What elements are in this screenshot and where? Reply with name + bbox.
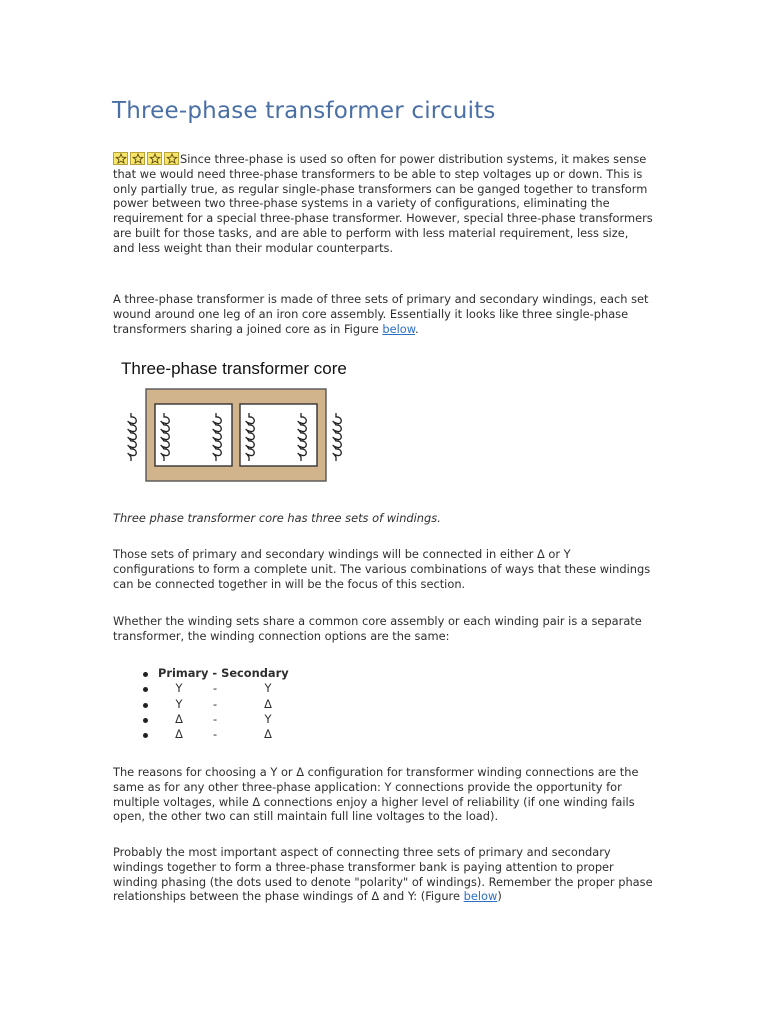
- secondary-connection: Y: [264, 681, 272, 696]
- transformer-core-figure: [118, 385, 358, 489]
- connection-separator: -: [212, 727, 218, 742]
- rating-star-icon[interactable]: [147, 152, 162, 165]
- connection-separator: -: [212, 711, 218, 726]
- windings-paragraph: Those sets of primary and secondary windings will be connected in either Δ or Y configurations to form a complete unit. The various combinations of ways that these windings can be connected together in will be the focus of this section.: [113, 547, 651, 591]
- primary-connection: Δ: [175, 727, 183, 742]
- primary-connection: Y: [175, 681, 183, 696]
- phasing-end: ): [497, 889, 502, 904]
- intro-paragraph: [113, 152, 653, 256]
- figure-title: Three-phase transformer core: [121, 359, 347, 378]
- reasons-paragraph: The reasons for choosing a Y or Δ configuration for transformer winding connections are the same as for any other three-phase application: Y connections provide the opportunity for multiple voltages, while Δ connections enjoy a higher level of reliability (if one winding fails open, the other two can still maintain full line voltages to the load).: [113, 765, 639, 824]
- primary-connection: Δ: [175, 711, 183, 726]
- rating-star-icon[interactable]: [164, 152, 179, 165]
- connection-list-item: [140, 712, 306, 727]
- winding-coil-outer-right: [333, 413, 341, 461]
- winding-coil-outer-left: [128, 413, 136, 461]
- page-title: Three-phase transformer circuits: [112, 98, 496, 124]
- rating-star-icon[interactable]: [130, 152, 145, 165]
- figure-link-below-2[interactable]: below: [463, 889, 498, 904]
- connection-list-item: [140, 727, 306, 742]
- phasing-paragraph: [113, 845, 653, 904]
- connection-separator: -: [212, 681, 218, 696]
- secondary-connection: Y: [264, 711, 272, 726]
- connection-list: [140, 666, 306, 742]
- core-description-text: A three-phase transformer is made of three sets of primary and secondary windings, each set wound around one leg of an iron core assembly. Essentially it looks like three single-phase transformers sharing a joined core as in Figure: [113, 292, 649, 336]
- figure-caption: Three phase transformer core has three sets of windings.: [113, 511, 441, 525]
- secondary-connection: Δ: [264, 696, 272, 711]
- primary-connection: Y: [175, 696, 183, 711]
- intro-text: Since three-phase is used so often for power distribution systems, it makes sense that we would need three-phase transformers to be able to step voltages up or down. This is only partially true, as regular single-phase transformers can be ganged together to transform power between two three-phase systems in a variety of configurations, eliminating the requirement for a special three-phase transformer. However, special three-phase transformers are built for those tasks, and are able to perform with less material requirement, less size, and less weight than their modular counterparts.: [113, 152, 653, 255]
- core-description-end: .: [415, 321, 419, 336]
- connection-list-header: Primary - Secondary: [140, 666, 306, 681]
- connection-list-item: [140, 681, 306, 696]
- core-description-paragraph: [113, 292, 653, 336]
- rating-stars[interactable]: [113, 152, 179, 165]
- connection-list-item: [140, 697, 306, 712]
- transformer-core-diagram: [118, 385, 358, 485]
- connection-options-paragraph: Whether the winding sets share a common core assembly or each winding pair is a separate transformer, the winding connection options are the same:: [113, 614, 642, 643]
- secondary-connection: Δ: [264, 727, 272, 742]
- figure-link-below[interactable]: below: [382, 321, 416, 336]
- phasing-text: Probably the most important aspect of connecting three sets of primary and secondary windings together to form a three-phase transformer bank is paying attention to proper winding phasing (the dots used to denote "polarity" of windings). Remember the proper phase relationships between the phase windings of Δ and Y: (Figure: [113, 845, 653, 904]
- connection-separator: -: [212, 696, 218, 711]
- rating-star-icon[interactable]: [113, 152, 128, 165]
